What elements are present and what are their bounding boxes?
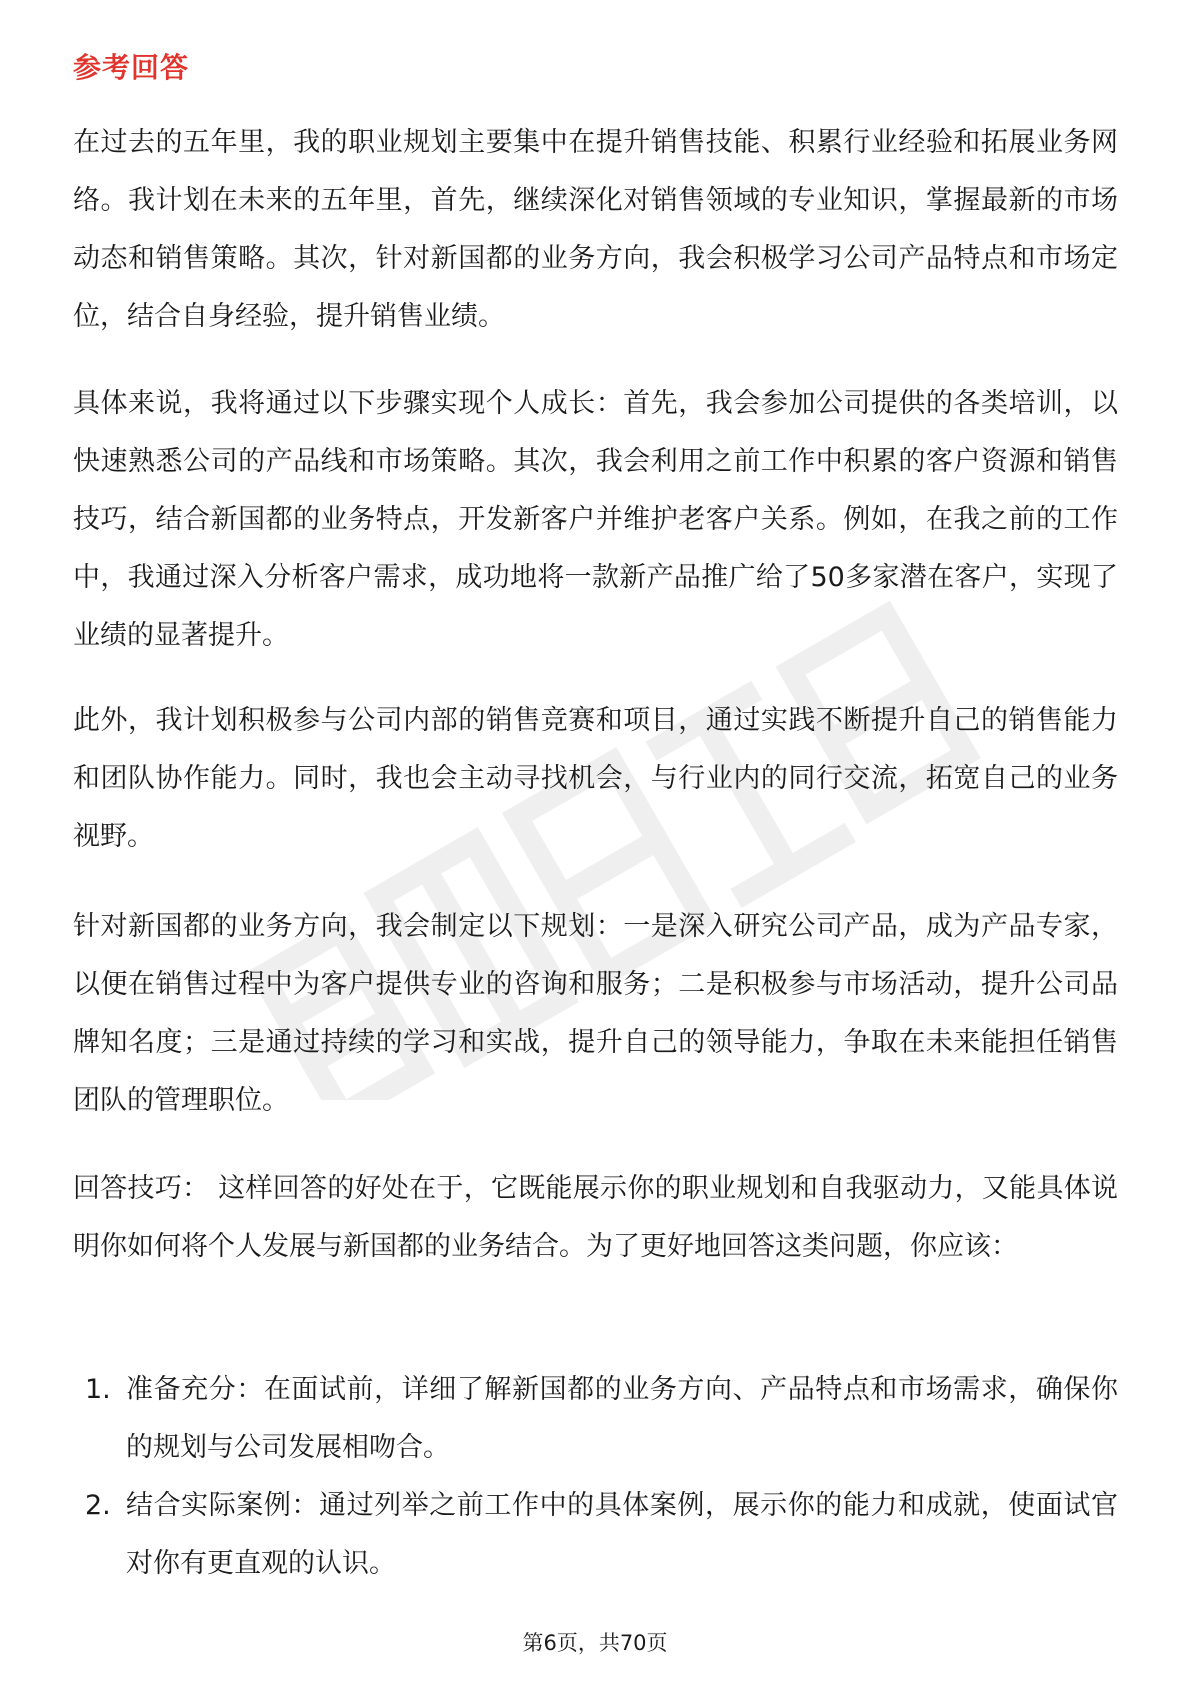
- list-item-text: 准备充分：在面试前，详细了解新国都的业务方向、产品特点和市场需求，确保你的规划与公司发展相吻合。: [126, 1374, 1118, 1463]
- list-number: 2.: [85, 1490, 111, 1521]
- list-item: [73, 1477, 1118, 1593]
- page-number-footer: 第6页，共70页: [522, 1631, 668, 1655]
- list-item-text: 结合实际案例：通过列举之前工作中的具体案例，展示你的能力和成就，使面试官对你有更直观的认识。: [126, 1490, 1118, 1579]
- paragraph-business-direction: 针对新国都的业务方向，我会制定以下规划：一是深入研究公司产品，成为产品专家，以便在销售过程中为客户提供专业的咨询和服务；二是积极参与市场活动，提升公司品牌知名度；三是通过持续的学习和实战，提升自己的领导能力，争取在未来能担任销售团队的管理职位。: [73, 911, 1118, 1116]
- paragraph-additional-plans: 此外，我计划积极参与公司内部的销售竞赛和项目，通过实践不断提升自己的销售能力和团队协作能力。同时，我也会主动寻找机会，与行业内的同行交流，拓宽自己的业务视野。: [73, 705, 1118, 852]
- paragraph-growth-steps: 具体来说，我将通过以下步骤实现个人成长：首先，我会参加公司提供的各类培训，以快速熟悉公司的产品线和市场策略。其次，我会利用之前工作中积累的客户资源和销售技巧，结合新国都的业务特点，开发新客户并维护老客户关系。例如，在我之前的工作中，我通过深入分析客户需求，成功地将一款新产品推广给了50多家潜在客户，实现了业绩的显著提升。: [73, 388, 1118, 651]
- section-heading: 参考回答: [73, 51, 190, 84]
- list-number: 1.: [85, 1374, 111, 1405]
- list-item: [73, 1361, 1118, 1477]
- paragraph-career-plan: 在过去的五年里，我的职业规划主要集中在提升销售技能、积累行业经验和拓展业务网络。我计划在未来的五年里，首先，继续深化对销售领域的专业知识，掌握最新的市场动态和销售策略。其次，针对新国都的业务方向，我会积极学习公司产品特点和市场定位，结合自身经验，提升销售业绩。: [73, 127, 1118, 332]
- tips-list: [73, 1361, 1118, 1593]
- paragraph-answer-tips: 回答技巧： 这样回答的好处在于，它既能展示你的职业规划和自我驱动力，又能具体说明你如何将个人发展与新国都的业务结合。为了更好地回答这类问题，你应该：: [73, 1173, 1118, 1262]
